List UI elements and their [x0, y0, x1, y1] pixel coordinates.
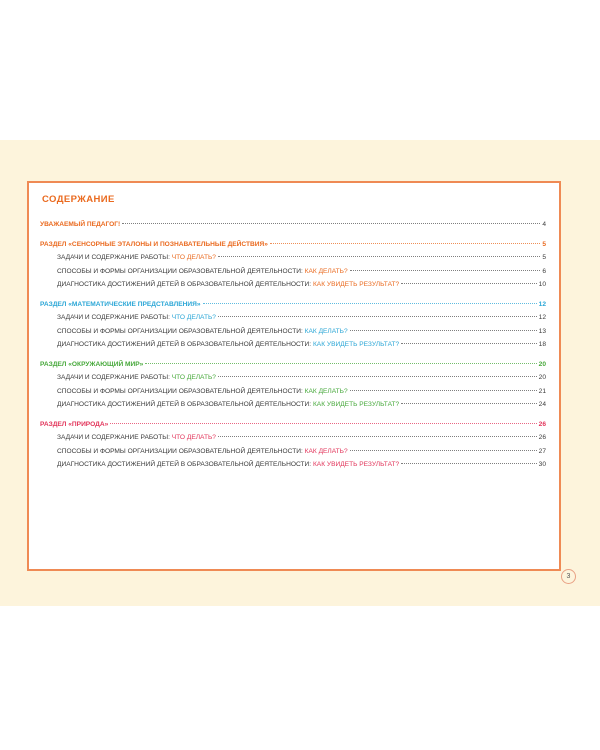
- toc-frame: [27, 181, 561, 571]
- dot-leader: [401, 343, 536, 344]
- toc-page-number: 12: [538, 300, 546, 308]
- toc-item-label: СПОСОБЫ И ФОРМЫ ОРГАНИЗАЦИИ ОБРАЗОВАТЕЛЬНОЙ ДЕЯТЕЛЬНОСТИ:: [57, 327, 303, 335]
- toc-item[interactable]: [40, 458, 546, 472]
- toc-page-number: 26: [538, 434, 546, 441]
- toc-page-number: 30: [538, 461, 546, 468]
- toc-entry-label: УВАЖАЕМЫЙ ПЕДАГОГ!: [40, 221, 121, 228]
- toc-page-number: 26: [538, 420, 546, 428]
- dot-leader: [218, 316, 537, 317]
- toc-entry-intro[interactable]: [40, 218, 546, 232]
- dot-leader: [401, 283, 536, 284]
- page-number-badge: 3: [561, 569, 576, 584]
- toc-item[interactable]: [40, 265, 546, 279]
- dot-leader: [401, 463, 536, 464]
- toc-page-number: 18: [538, 341, 546, 348]
- toc-item-highlight: ЧТО ДЕЛАТЬ?: [171, 314, 216, 321]
- toc-section-sensory[interactable]: [40, 238, 546, 252]
- toc-title: СОДЕРЖАНИЕ: [42, 194, 115, 205]
- toc-item-highlight: КАК УВИДЕТЬ РЕЗУЛЬТАТ?: [312, 401, 400, 408]
- toc-item-highlight: ЧТО ДЕЛАТЬ?: [171, 434, 216, 441]
- dot-leader: [122, 223, 540, 224]
- toc-section-math[interactable]: [40, 298, 546, 312]
- toc-page-number: 13: [538, 327, 546, 335]
- toc-page-number: 21: [538, 387, 546, 395]
- dot-leader: [350, 390, 537, 391]
- toc-item-label: ДИАГНОСТИКА ДОСТИЖЕНИЙ ДЕТЕЙ В ОБРАЗОВАТЕЛЬНОЙ ДЕЯТЕЛЬНОСТИ:: [57, 341, 312, 348]
- toc-item[interactable]: [40, 278, 546, 292]
- toc-page-number: 20: [538, 360, 546, 368]
- toc-section-title: РАЗДЕЛ «СЕНСОРНЫЕ ЭТАЛОНЫ И ПОЗНАВАТЕЛЬНЫЕ ДЕЙСТВИЯ»: [40, 240, 268, 248]
- toc-item-highlight: ЧТО ДЕЛАТЬ?: [171, 254, 216, 261]
- dot-leader: [110, 423, 536, 424]
- toc-page-number: 6: [542, 267, 546, 275]
- toc-item[interactable]: [40, 338, 546, 352]
- toc-item-label: ДИАГНОСТИКА ДОСТИЖЕНИЙ ДЕТЕЙ В ОБРАЗОВАТЕЛЬНОЙ ДЕЯТЕЛЬНОСТИ:: [57, 401, 312, 408]
- toc-page-number: 4: [542, 221, 546, 228]
- toc-item[interactable]: [40, 311, 546, 325]
- toc-section-nature[interactable]: [40, 418, 546, 432]
- toc-page-number: 12: [538, 314, 546, 321]
- toc-section-world[interactable]: [40, 358, 546, 372]
- toc-item-label: СПОСОБЫ И ФОРМЫ ОРГАНИЗАЦИИ ОБРАЗОВАТЕЛЬНОЙ ДЕЯТЕЛЬНОСТИ:: [57, 447, 303, 455]
- toc-item[interactable]: [40, 251, 546, 265]
- dot-leader: [218, 376, 537, 377]
- toc-item-label: ЗАДАЧИ И СОДЕРЖАНИЕ РАБОТЫ:: [57, 314, 170, 321]
- toc-item-highlight: КАК УВИДЕТЬ РЕЗУЛЬТАТ?: [312, 281, 400, 288]
- dot-leader: [145, 363, 536, 364]
- toc-item-label: ЗАДАЧИ И СОДЕРЖАНИЕ РАБОТЫ:: [57, 434, 170, 441]
- dot-leader: [350, 330, 537, 331]
- dot-leader: [203, 303, 537, 304]
- toc-page-number: 27: [538, 447, 546, 455]
- toc-item-highlight: ЧТО ДЕЛАТЬ?: [171, 374, 216, 381]
- toc-item-label: СПОСОБЫ И ФОРМЫ ОРГАНИЗАЦИИ ОБРАЗОВАТЕЛЬНОЙ ДЕЯТЕЛЬНОСТИ:: [57, 387, 303, 395]
- toc-item-label: ЗАДАЧИ И СОДЕРЖАНИЕ РАБОТЫ:: [57, 374, 170, 381]
- toc-item[interactable]: [40, 371, 546, 385]
- toc-item[interactable]: [40, 385, 546, 399]
- dot-leader: [218, 436, 537, 437]
- toc-item[interactable]: [40, 398, 546, 412]
- dot-leader: [218, 256, 540, 257]
- toc-section-title: РАЗДЕЛ «МАТЕМАТИЧЕСКИЕ ПРЕДСТАВЛЕНИЯ»: [40, 300, 201, 308]
- toc-section-title: РАЗДЕЛ «ОКРУЖАЮЩИЙ МИР»: [40, 360, 144, 368]
- toc-item[interactable]: [40, 325, 546, 339]
- dot-leader: [350, 450, 537, 451]
- toc-page-number: 10: [538, 281, 546, 288]
- toc-item-label: ЗАДАЧИ И СОДЕРЖАНИЕ РАБОТЫ:: [57, 254, 170, 261]
- toc-item[interactable]: [40, 445, 546, 459]
- toc-page-number: 24: [538, 401, 546, 408]
- toc-list: [40, 218, 546, 472]
- toc-item-label: СПОСОБЫ И ФОРМЫ ОРГАНИЗАЦИИ ОБРАЗОВАТЕЛЬНОЙ ДЕЯТЕЛЬНОСТИ:: [57, 267, 303, 275]
- dot-leader: [270, 243, 540, 244]
- toc-item-label: ДИАГНОСТИКА ДОСТИЖЕНИЙ ДЕТЕЙ В ОБРАЗОВАТЕЛЬНОЙ ДЕЯТЕЛЬНОСТИ:: [57, 461, 312, 468]
- toc-page-number: 5: [542, 240, 546, 248]
- dot-leader: [401, 403, 536, 404]
- toc-item-highlight: КАК ДЕЛАТЬ?: [304, 447, 348, 455]
- toc-page-number: 5: [542, 254, 546, 261]
- toc-item-highlight: КАК УВИДЕТЬ РЕЗУЛЬТАТ?: [312, 341, 400, 348]
- toc-item[interactable]: [40, 431, 546, 445]
- toc-section-title: РАЗДЕЛ «ПРИРОДА»: [40, 420, 109, 428]
- toc-item-highlight: КАК УВИДЕТЬ РЕЗУЛЬТАТ?: [312, 461, 400, 468]
- dot-leader: [350, 270, 541, 271]
- toc-item-highlight: КАК ДЕЛАТЬ?: [304, 327, 348, 335]
- toc-item-highlight: КАК ДЕЛАТЬ?: [304, 267, 348, 275]
- toc-item-label: ДИАГНОСТИКА ДОСТИЖЕНИЙ ДЕТЕЙ В ОБРАЗОВАТЕЛЬНОЙ ДЕЯТЕЛЬНОСТИ:: [57, 281, 312, 288]
- toc-item-highlight: КАК ДЕЛАТЬ?: [304, 387, 348, 395]
- toc-page-number: 20: [538, 374, 546, 381]
